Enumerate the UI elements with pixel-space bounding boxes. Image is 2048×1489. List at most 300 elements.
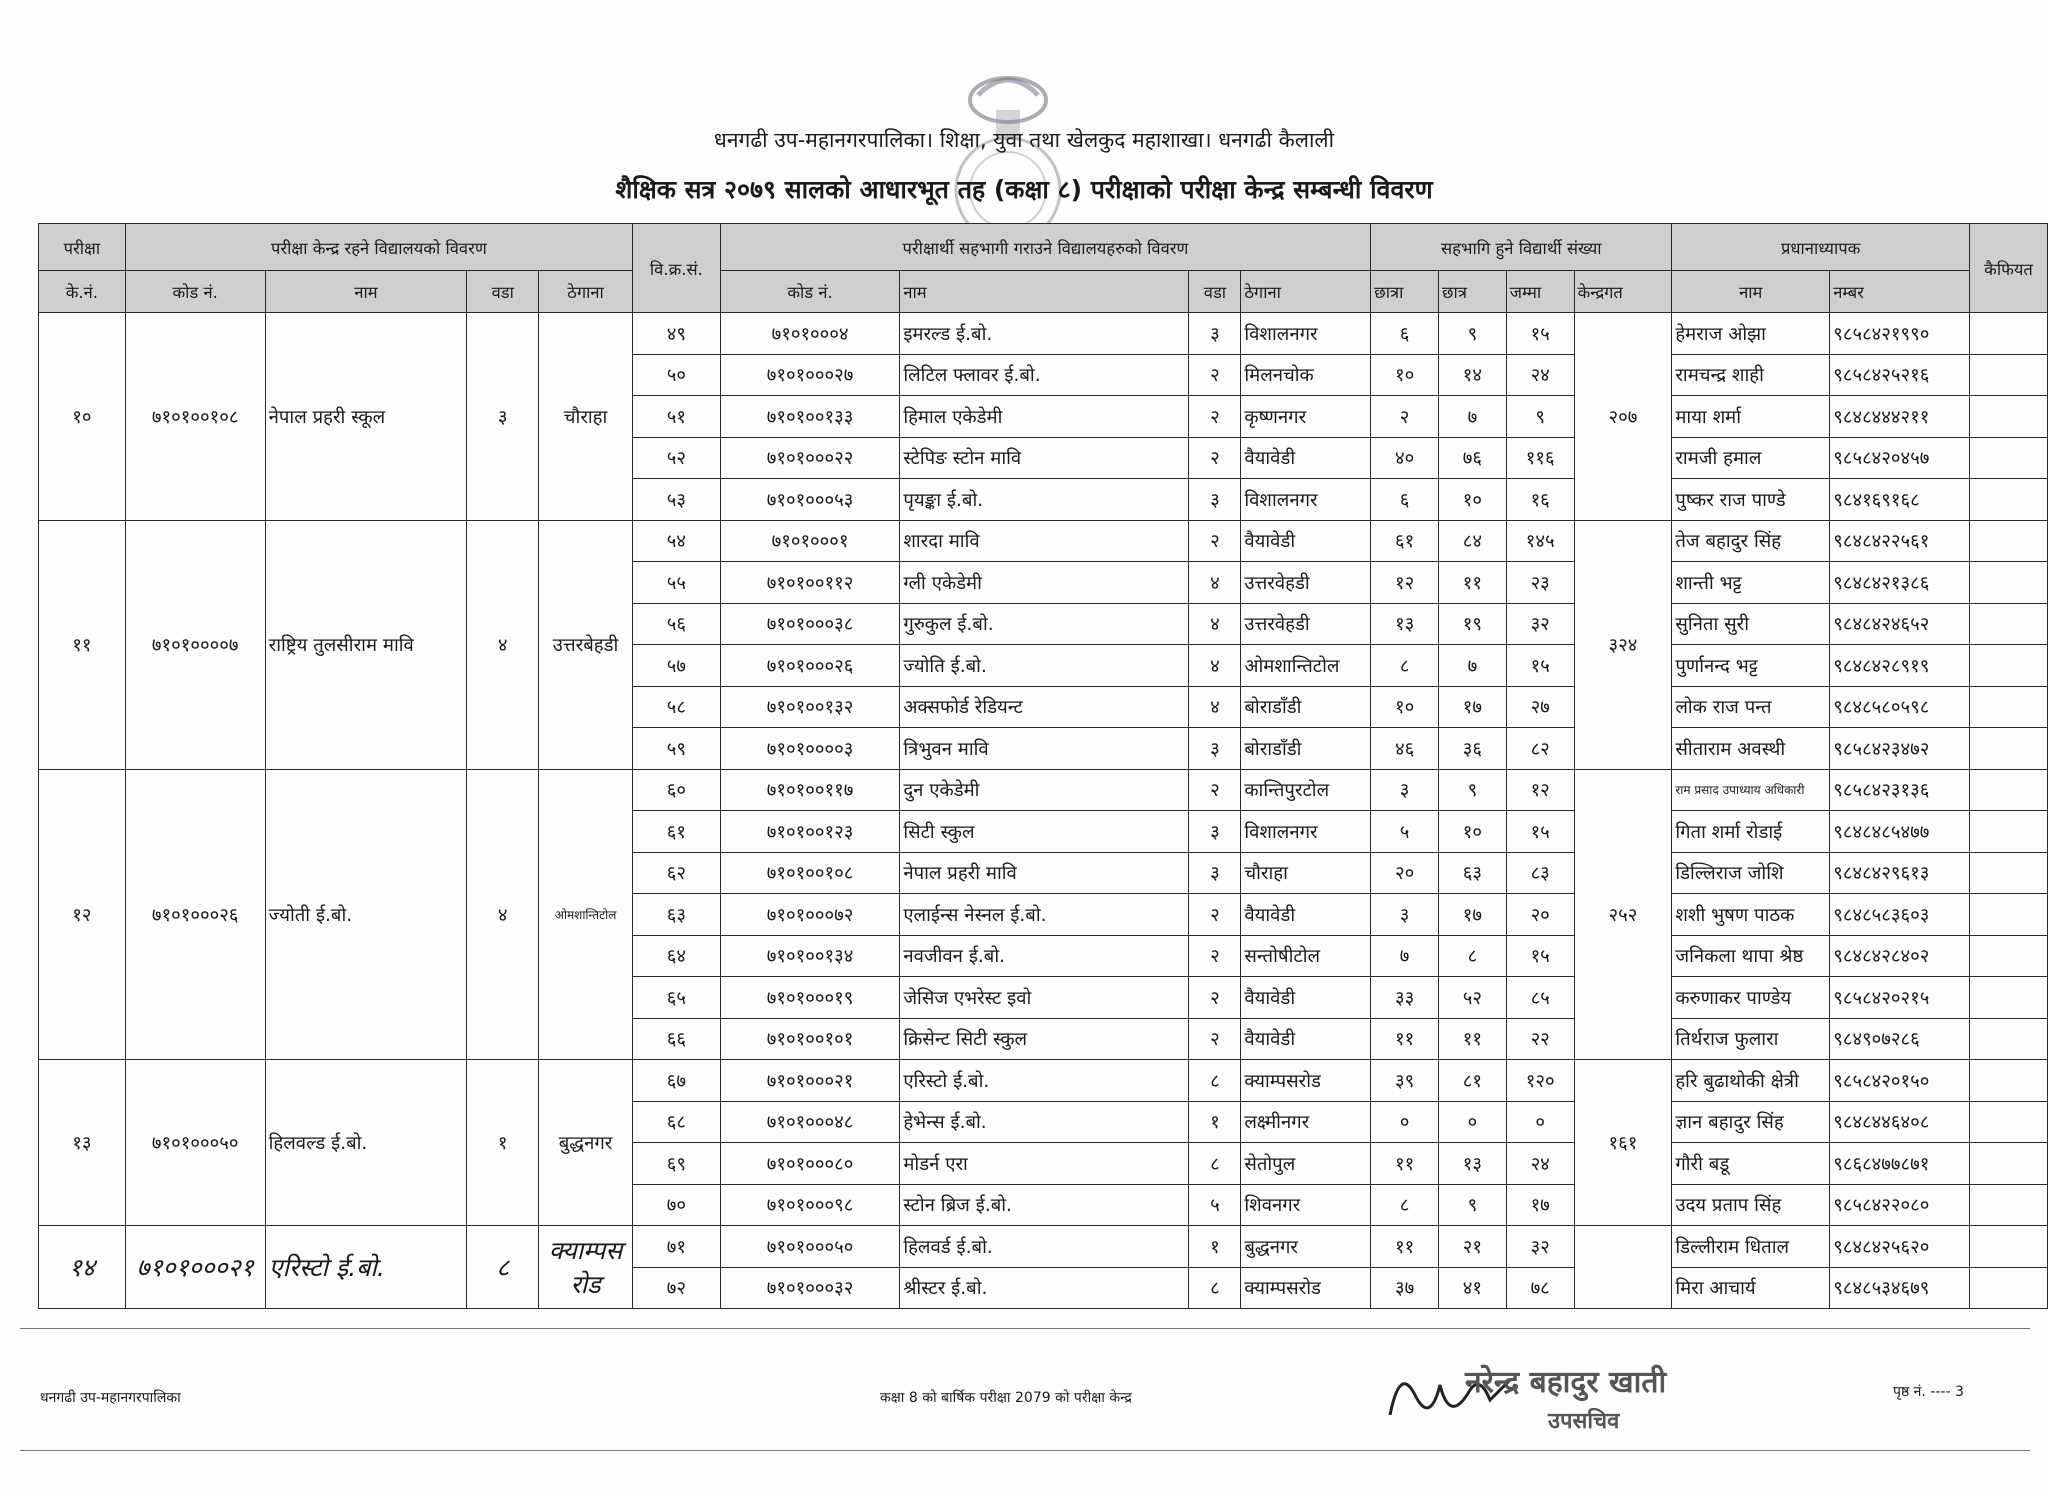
remarks-cell [1969, 603, 2047, 645]
headmaster-phone: ९८५८४२३१३६ [1830, 769, 1970, 811]
total-count: १२ [1506, 769, 1574, 811]
headmaster-phone: ९८५८४२०१५० [1830, 1060, 1970, 1102]
boys-count: ६३ [1438, 852, 1506, 894]
col-p-ward: वडा [1189, 271, 1241, 313]
school-name: स्टोन ब्रिज ई.बो. [900, 1184, 1189, 1226]
boys-count: ९ [1438, 769, 1506, 811]
table-row [39, 313, 2048, 355]
remarks-cell [1969, 354, 2047, 396]
serial-no: ५२ [633, 437, 721, 479]
headmaster-name: मिरा आचार्य [1672, 1267, 1830, 1309]
school-ward: ४ [1189, 562, 1241, 604]
total-count: १७ [1506, 1184, 1574, 1226]
header-row-2 [39, 271, 2048, 313]
serial-no: ५१ [633, 396, 721, 438]
headmaster-phone: ९८५८४२०४५७ [1830, 437, 1970, 479]
school-address: उत्तरवेहडी [1241, 603, 1371, 645]
center-code: ७१०१०००२६ [125, 769, 265, 1060]
serial-no: ७१ [633, 1226, 721, 1268]
school-name: हेभेन्स ई.बो. [900, 1101, 1189, 1143]
remarks-cell [1969, 977, 2047, 1019]
boys-count: ९ [1438, 1184, 1506, 1226]
school-name: स्टेपिङ स्टोन मावि [900, 437, 1189, 479]
school-ward: ४ [1189, 645, 1241, 687]
headmaster-name: रामचन्द्र शाही [1672, 354, 1830, 396]
table-row [39, 1226, 2048, 1268]
school-name: जेसिज एभरेस्ट इवो [900, 977, 1189, 1019]
headmaster-name: तेज बहादुर सिंह [1672, 520, 1830, 562]
school-name: इमरल्ड ई.बो. [900, 313, 1189, 355]
school-code: ७१०१००११२ [720, 562, 899, 604]
school-ward: ३ [1189, 811, 1241, 853]
school-ward: २ [1189, 977, 1241, 1019]
headmaster-phone: ९८५८४२२०८० [1830, 1184, 1970, 1226]
headmaster-phone: ९८४८४२८९१९ [1830, 645, 1970, 687]
center-name: राष्ट्रिय तुलसीराम मावि [265, 520, 467, 769]
girls-count: १० [1371, 686, 1439, 728]
school-code: ७१०१०००१९ [720, 977, 899, 1019]
headmaster-name: राम प्रसाद उपाध्याय अधिकारी [1672, 769, 1830, 811]
center-name: एरिस्टो ई.बो. [265, 1226, 467, 1309]
school-code: ७१०१००१०८ [720, 852, 899, 894]
school-name: नेपाल प्रहरी मावि [900, 852, 1189, 894]
col-name: नाम [265, 271, 467, 313]
girls-count: ३७ [1371, 1267, 1439, 1309]
total-count: ८२ [1506, 728, 1574, 770]
school-code: ७१०१००१०१ [720, 1018, 899, 1060]
girls-count: ११ [1371, 1143, 1439, 1185]
serial-no: ५९ [633, 728, 721, 770]
remarks-cell [1969, 1143, 2047, 1185]
school-name: दुन एकेडेमी [900, 769, 1189, 811]
school-address: वैयावेडी [1241, 520, 1371, 562]
school-name: त्रिभुवन मावि [900, 728, 1189, 770]
school-ward: ८ [1189, 1143, 1241, 1185]
headmaster-name: शशी भुषण पाठक [1672, 894, 1830, 936]
girls-count: ८ [1371, 1184, 1439, 1226]
remarks-cell [1969, 811, 2047, 853]
serial-no: ७० [633, 1184, 721, 1226]
total-count: ७८ [1506, 1267, 1574, 1309]
school-code: ७१०१०००५३ [720, 479, 899, 521]
school-ward: ५ [1189, 1184, 1241, 1226]
serial-no: ६९ [633, 1143, 721, 1185]
headmaster-phone: ९८४८४८५४७७ [1830, 811, 1970, 853]
school-address: वैयावेडी [1241, 1018, 1371, 1060]
center-no: १४ [39, 1226, 126, 1309]
col-center-total: केन्द्रगत [1574, 271, 1672, 313]
school-ward: २ [1189, 396, 1241, 438]
col-headmaster: प्रधानाध्यापक [1672, 224, 1970, 271]
school-code: ७१०१०००२७ [720, 354, 899, 396]
school-address: शिवनगर [1241, 1184, 1371, 1226]
headmaster-name: डिल्लिराज जोशि [1672, 852, 1830, 894]
serial-no: ४९ [633, 313, 721, 355]
serial-no: ५८ [633, 686, 721, 728]
school-address: सेतोपुल [1241, 1143, 1371, 1185]
school-address: बोराडाँडी [1241, 728, 1371, 770]
school-address: लक्ष्मीनगर [1241, 1101, 1371, 1143]
school-ward: ३ [1189, 728, 1241, 770]
headmaster-name: शान्ती भट्ट [1672, 562, 1830, 604]
school-name: शारदा मावि [900, 520, 1189, 562]
school-address: विशालनगर [1241, 479, 1371, 521]
total-count: २२ [1506, 1018, 1574, 1060]
col-serial: वि.क्र.सं. [633, 224, 721, 313]
boys-count: १३ [1438, 1143, 1506, 1185]
total-count: २७ [1506, 686, 1574, 728]
table-row [39, 520, 2048, 562]
headmaster-name: सीताराम अवस्थी [1672, 728, 1830, 770]
center-total: १६१ [1574, 1060, 1672, 1226]
remarks-cell [1969, 437, 2047, 479]
boys-count: ४१ [1438, 1267, 1506, 1309]
center-ward: ४ [467, 520, 539, 769]
page-number: पृष्ठ नं. ---- 3 [1893, 1384, 1964, 1400]
center-total: ३२४ [1574, 520, 1672, 769]
school-address: कान्तिपुरटोल [1241, 769, 1371, 811]
center-code: ७१०१०००२१ [125, 1226, 265, 1309]
school-name: क्रिसेन्ट सिटी स्कुल [900, 1018, 1189, 1060]
center-name: नेपाल प्रहरी स्कूल [265, 313, 467, 521]
remarks-cell [1969, 396, 2047, 438]
serial-no: ६५ [633, 977, 721, 1019]
school-ward: ४ [1189, 603, 1241, 645]
school-address: कृष्णनगर [1241, 396, 1371, 438]
boys-count: ८४ [1438, 520, 1506, 562]
center-ward: ८ [467, 1226, 539, 1309]
total-count: १५ [1506, 645, 1574, 687]
serial-no: ५३ [633, 479, 721, 521]
remarks-cell [1969, 852, 2047, 894]
col-address: ठेगाना [539, 271, 633, 313]
headmaster-phone: ९८४८४२५६२० [1830, 1226, 1970, 1268]
footer-left: धनगढी उप-महानगरपालिका [40, 1390, 181, 1406]
boys-count: ७६ [1438, 437, 1506, 479]
school-ward: ३ [1189, 479, 1241, 521]
headmaster-name: करुणाकर पाण्डेय [1672, 977, 1830, 1019]
remarks-cell [1969, 645, 2047, 687]
serial-no: ६८ [633, 1101, 721, 1143]
boys-count: १० [1438, 479, 1506, 521]
col-center-school: परीक्षा केन्द्र रहने विद्यालयको विवरण [125, 224, 632, 271]
serial-no: ६२ [633, 852, 721, 894]
boys-count: २१ [1438, 1226, 1506, 1268]
center-total: २०७ [1574, 313, 1672, 521]
headmaster-name: हेमराज ओझा [1672, 313, 1830, 355]
center-ward: १ [467, 1060, 539, 1226]
school-ward: १ [1189, 1226, 1241, 1268]
center-name: ज्योती ई.बो. [265, 769, 467, 1060]
school-code: ७१०१०००४ [720, 313, 899, 355]
girls-count: ४० [1371, 437, 1439, 479]
serial-no: ६४ [633, 935, 721, 977]
remarks-cell [1969, 1060, 2047, 1102]
serial-no: ५० [633, 354, 721, 396]
total-count: २४ [1506, 354, 1574, 396]
remarks-cell [1969, 935, 2047, 977]
serial-no: ५६ [633, 603, 721, 645]
serial-no: ६७ [633, 1060, 721, 1102]
headmaster-name: लोक राज पन्त [1672, 686, 1830, 728]
boys-count: ७ [1438, 396, 1506, 438]
headmaster-phone: ९८४८४२४६५२ [1830, 603, 1970, 645]
headmaster-name: उदय प्रताप सिंह [1672, 1184, 1830, 1226]
col-head-name: नाम [1672, 271, 1830, 313]
school-name: लिटिल फ्लावर ई.बो. [900, 354, 1189, 396]
col-p-name: नाम [900, 271, 1189, 313]
school-name: सिटी स्कुल [900, 811, 1189, 853]
girls-count: १३ [1371, 603, 1439, 645]
header-row-1 [39, 224, 2048, 271]
remarks-cell [1969, 562, 2047, 604]
exam-center-table [38, 223, 2048, 1309]
girls-count: ११ [1371, 1018, 1439, 1060]
headmaster-name: तिर्थराज फुलारा [1672, 1018, 1830, 1060]
school-address: क्याम्पसरोड [1241, 1267, 1371, 1309]
girls-count: ६ [1371, 479, 1439, 521]
girls-count: १० [1371, 354, 1439, 396]
header-line-1: धनगढी उप-महानगरपालिका। शिक्षा, युवा तथा खेलकुद महाशाखा। धनगढी कैलाली [713, 128, 1335, 152]
center-no: १० [39, 313, 126, 521]
boys-count: ५२ [1438, 977, 1506, 1019]
headmaster-phone: ९८४८४४४२११ [1830, 396, 1970, 438]
center-address: ओमशान्तिटोल [539, 769, 633, 1060]
school-address: मिलनचोक [1241, 354, 1371, 396]
school-ward: १ [1189, 1101, 1241, 1143]
divider [20, 1328, 2030, 1329]
girls-count: ४६ [1371, 728, 1439, 770]
col-remarks: कैफियत [1969, 224, 2047, 313]
headmaster-name: गौरी बडू [1672, 1143, 1830, 1185]
school-ward: २ [1189, 1018, 1241, 1060]
school-ward: २ [1189, 894, 1241, 936]
total-count: १२० [1506, 1060, 1574, 1102]
headmaster-phone: ९८५८४२०२१५ [1830, 977, 1970, 1019]
headmaster-phone: ९८४८५८०५९८ [1830, 686, 1970, 728]
center-total [1574, 1226, 1672, 1309]
center-no: १२ [39, 769, 126, 1060]
remarks-cell [1969, 1226, 2047, 1268]
total-count: ० [1506, 1101, 1574, 1143]
col-p-address: ठेगाना [1241, 271, 1371, 313]
headmaster-name: डिल्लीराम धिताल [1672, 1226, 1830, 1268]
school-name: अक्सफोर्ड रेडियन्ट [900, 686, 1189, 728]
girls-count: ६ [1371, 313, 1439, 355]
girls-count: ३३ [1371, 977, 1439, 1019]
serial-no: ६१ [633, 811, 721, 853]
col-student-count: सहभागि हुने विद्यार्थी संख्या [1371, 224, 1672, 271]
girls-count: ७ [1371, 935, 1439, 977]
school-address: वैयावेडी [1241, 977, 1371, 1019]
school-name: ग्ली एकेडेमी [900, 562, 1189, 604]
school-address: सन्तोषीटोल [1241, 935, 1371, 977]
serial-no: ६६ [633, 1018, 721, 1060]
school-name: नवजीवन ई.बो. [900, 935, 1189, 977]
headmaster-phone: ९८४८५३४६७९ [1830, 1267, 1970, 1309]
boys-count: ७ [1438, 645, 1506, 687]
center-name: हिलवल्ड ई.बो. [265, 1060, 467, 1226]
remarks-cell [1969, 1267, 2047, 1309]
headmaster-phone: ९८४९०७२८६ [1830, 1018, 1970, 1060]
school-code: ७१०१०००२१ [720, 1060, 899, 1102]
center-address: बुद्धनगर [539, 1060, 633, 1226]
bottom-divider [20, 1450, 2030, 1451]
remarks-cell [1969, 520, 2047, 562]
school-name: मोडर्न एरा [900, 1143, 1189, 1185]
headmaster-name: सुनिता सुरी [1672, 603, 1830, 645]
school-ward: २ [1189, 437, 1241, 479]
boys-count: ० [1438, 1101, 1506, 1143]
boys-count: १० [1438, 811, 1506, 853]
col-girls: छात्रा [1371, 271, 1439, 313]
center-address: उत्तरबेहडी [539, 520, 633, 769]
boys-count: ३६ [1438, 728, 1506, 770]
serial-no: ५५ [633, 562, 721, 604]
school-address: बोराडाँडी [1241, 686, 1371, 728]
school-code: ७१०१००१३३ [720, 396, 899, 438]
girls-count: ० [1371, 1101, 1439, 1143]
remarks-cell [1969, 686, 2047, 728]
center-no: ११ [39, 520, 126, 769]
center-no: १३ [39, 1060, 126, 1226]
headmaster-phone: ९८६८४७७८७१ [1830, 1143, 1970, 1185]
remarks-cell [1969, 1184, 2047, 1226]
serial-no: ७२ [633, 1267, 721, 1309]
total-count: ३२ [1506, 1226, 1574, 1268]
school-code: ७१०१०००८० [720, 1143, 899, 1185]
signature-title: उपसचिव [1548, 1409, 1620, 1434]
total-count: २४ [1506, 1143, 1574, 1185]
school-ward: ३ [1189, 852, 1241, 894]
footer-center: कक्षा 8 को बार्षिक परीक्षा 2079 को परीक्षा केन्द्र [880, 1390, 1132, 1406]
center-code: ७१०१००००७ [125, 520, 265, 769]
center-code: ७१०१००१०८ [125, 313, 265, 521]
remarks-cell [1969, 769, 2047, 811]
school-ward: २ [1189, 935, 1241, 977]
school-address: वैयावेडी [1241, 437, 1371, 479]
school-name: गुरुकुल ई.बो. [900, 603, 1189, 645]
col-ward: वडा [467, 271, 539, 313]
school-code: ७१०१०००३८ [720, 603, 899, 645]
school-ward: २ [1189, 520, 1241, 562]
school-ward: ८ [1189, 1060, 1241, 1102]
col-total: जम्मा [1506, 271, 1574, 313]
school-name: एलाईन्स नेस्नल ई.बो. [900, 894, 1189, 936]
total-count: १४५ [1506, 520, 1574, 562]
serial-no: ५४ [633, 520, 721, 562]
school-ward: ४ [1189, 686, 1241, 728]
girls-count: ६१ [1371, 520, 1439, 562]
remarks-cell [1969, 894, 2047, 936]
total-count: ८५ [1506, 977, 1574, 1019]
school-name: श्रीस्टर ई.बो. [900, 1267, 1189, 1309]
girls-count: २० [1371, 852, 1439, 894]
boys-count: १९ [1438, 603, 1506, 645]
girls-count: १२ [1371, 562, 1439, 604]
school-code: ७१०१००१३२ [720, 686, 899, 728]
remarks-cell [1969, 479, 2047, 521]
headmaster-phone: ९८४८४४६४०८ [1830, 1101, 1970, 1143]
girls-count: ३ [1371, 769, 1439, 811]
girls-count: ३९ [1371, 1060, 1439, 1102]
school-code: ७१०१००००३ [720, 728, 899, 770]
serial-no: ६० [633, 769, 721, 811]
headmaster-phone: ९८५८४२३४७२ [1830, 728, 1970, 770]
col-p-code: कोड नं. [720, 271, 899, 313]
col-exam-center: परीक्षा [39, 224, 126, 271]
table-body [39, 313, 2048, 1309]
center-address: चौराहा [539, 313, 633, 521]
headmaster-name: जनिकला थापा श्रेष्ठ [1672, 935, 1830, 977]
school-ward: २ [1189, 354, 1241, 396]
boys-count: ८१ [1438, 1060, 1506, 1102]
school-code: ७१०१००१३४ [720, 935, 899, 977]
boys-count: ८ [1438, 935, 1506, 977]
total-count: २० [1506, 894, 1574, 936]
table-row [39, 769, 2048, 811]
total-count: १५ [1506, 935, 1574, 977]
boys-count: १४ [1438, 354, 1506, 396]
col-code: कोड नं. [125, 271, 265, 313]
signature-name: नरेन्द्र बहादुर खाती [1465, 1365, 1667, 1400]
school-ward: २ [1189, 769, 1241, 811]
girls-count: ११ [1371, 1226, 1439, 1268]
school-name: एरिस्टो ई.बो. [900, 1060, 1189, 1102]
headmaster-name: हरि बुढाथोकी क्षेत्री [1672, 1060, 1830, 1102]
headmaster-phone: ९८५८४२१९९० [1830, 313, 1970, 355]
school-address: ओमशान्तिटोल [1241, 645, 1371, 687]
col-center-no: के.नं. [39, 271, 126, 313]
headmaster-phone: ९८४८४२१३८६ [1830, 562, 1970, 604]
school-name: हिमाल एकेडेमी [900, 396, 1189, 438]
headmaster-phone: ९८४८५८३६०३ [1830, 894, 1970, 936]
headmaster-phone: ९८४१६९१६८ [1830, 479, 1970, 521]
headmaster-phone: ९८४८४२९६१३ [1830, 852, 1970, 894]
col-head-number: नम्बर [1830, 271, 1970, 313]
school-code: ७१०१०००५० [720, 1226, 899, 1268]
remarks-cell [1969, 728, 2047, 770]
remarks-cell [1969, 1101, 2047, 1143]
center-code: ७१०१०००५० [125, 1060, 265, 1226]
serial-no: ६३ [633, 894, 721, 936]
col-participant-school: परीक्षार्थी सहभागी गराउने विद्यालयहरुको विवरण [720, 224, 1370, 271]
headmaster-name: माया शर्मा [1672, 396, 1830, 438]
remarks-cell [1969, 1018, 2047, 1060]
girls-count: ३ [1371, 894, 1439, 936]
table-row [39, 1060, 2048, 1102]
school-code: ७१०१०००९८ [720, 1184, 899, 1226]
school-name: ज्योति ई.बो. [900, 645, 1189, 687]
col-boys: छात्र [1438, 271, 1506, 313]
school-code: ७१०१०००३२ [720, 1267, 899, 1309]
school-address: क्याम्पसरोड [1241, 1060, 1371, 1102]
headmaster-name: ज्ञान बहादुर सिंह [1672, 1101, 1830, 1143]
school-code: ७१०१०००४८ [720, 1101, 899, 1143]
school-code: ७१०१०००२६ [720, 645, 899, 687]
girls-count: २ [1371, 396, 1439, 438]
school-address: विशालनगर [1241, 313, 1371, 355]
total-count: ९ [1506, 396, 1574, 438]
center-address: क्याम्पस रोड [539, 1226, 633, 1309]
boys-count: ९ [1438, 313, 1506, 355]
headmaster-name: पुष्कर राज पाण्डे [1672, 479, 1830, 521]
school-name: हिलवर्ड ई.बो. [900, 1226, 1189, 1268]
school-name: पृयङ्का ई.बो. [900, 479, 1189, 521]
school-code: ७१०१०००७२ [720, 894, 899, 936]
school-code: ७१०१०००२२ [720, 437, 899, 479]
school-address: वैयावेडी [1241, 894, 1371, 936]
